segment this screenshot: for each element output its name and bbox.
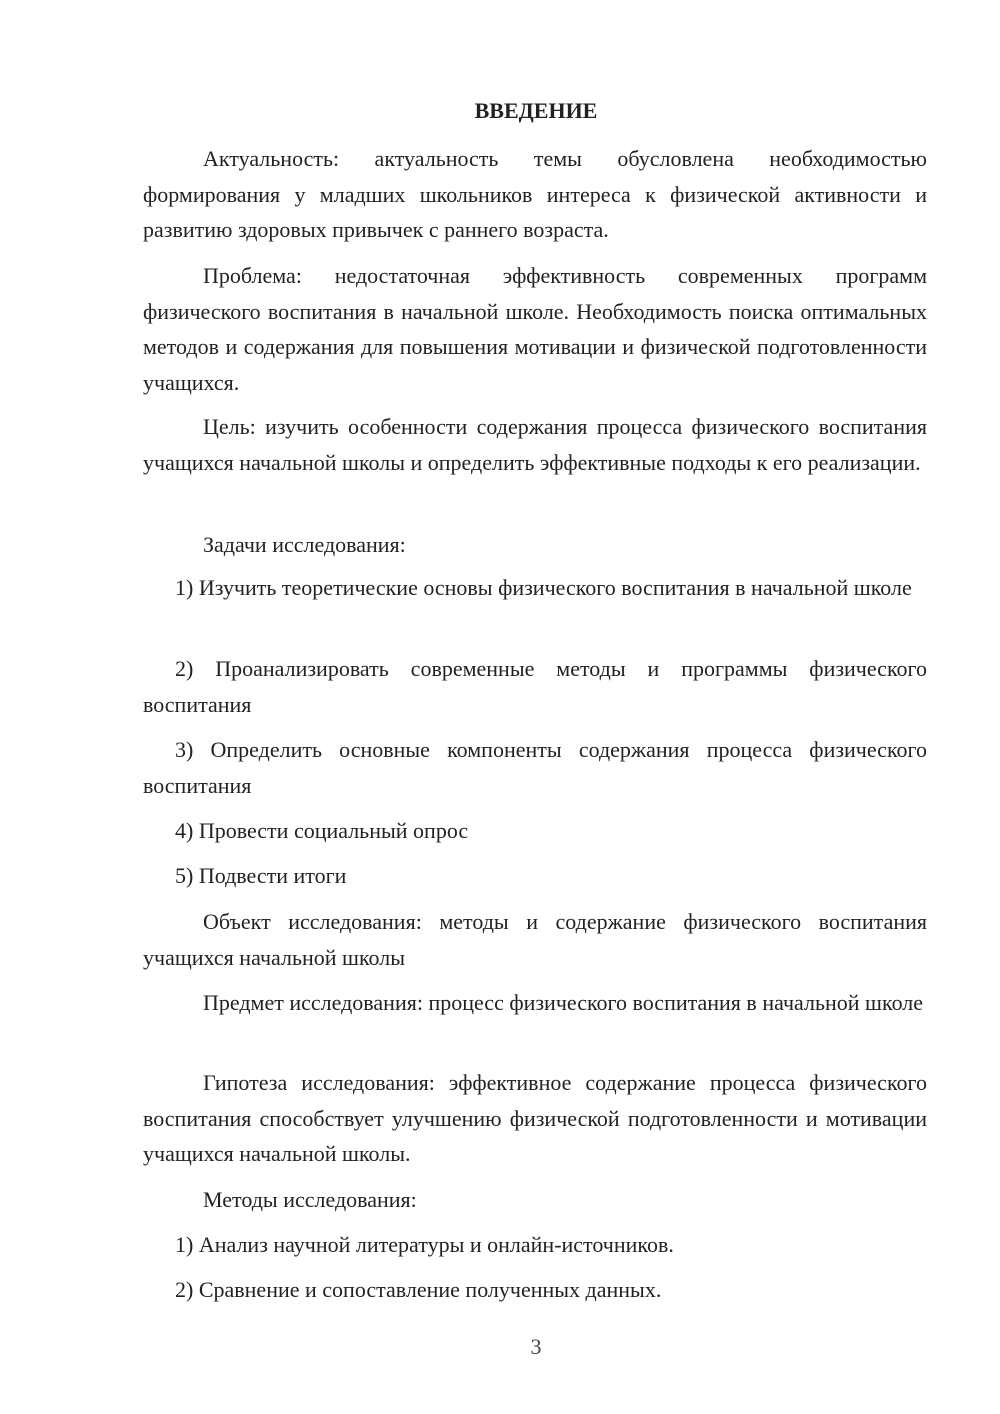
task-item-2: 2) Проанализировать современные методы и программы физического воспитания: [143, 656, 927, 717]
paragraph-problem: Проблема: недостаточная эффективность современных программ физического воспитания в начальной школе. Необходимость поиска оптимальных методов и содержания для повышения мотивации и физической подготовленности учащихся.: [143, 263, 927, 395]
task-item-3: 3) Определить основные компоненты содержания процесса физического воспитания: [143, 737, 927, 798]
paragraph-object: Объект исследования: методы и содержание физического воспитания учащихся начальной школы: [143, 909, 927, 970]
page-number: 3: [530, 1334, 542, 1359]
paragraph-subject: Предмет исследования: процесс физического воспитания в начальной школе: [203, 990, 924, 1015]
paragraph-hypothesis: Гипотеза исследования: эффективное содержание процесса физического воспитания способствует улучшению физической подготовленности и мотивации учащихся начальной школы.: [143, 1070, 927, 1166]
method-item-2: 2) Сравнение и сопоставление полученных данных.: [175, 1277, 662, 1302]
task-item-4: 4) Провести социальный опрос: [175, 818, 469, 843]
paragraph-relevance: Актуальность: актуальность темы обусловлена необходимостью формирования у младших школьников интереса к физической активности и развитию здоровых привычек с раннего возраста.: [143, 146, 927, 242]
section-title: ВВЕДЕНИЕ: [474, 98, 598, 123]
task-item-1: 1) Изучить теоретические основы физического воспитания в начальной школе: [175, 575, 912, 600]
paragraph-goal: Цель: изучить особенности содержания процесса физического воспитания учащихся начальной школы и определить эффективные подходы к его реализации.: [143, 414, 927, 475]
method-item-1: 1) Анализ научной литературы и онлайн-источников.: [175, 1232, 674, 1257]
task-item-5: 5) Подвести итоги: [175, 863, 347, 888]
paragraph-methods-heading: Методы исследования:: [203, 1187, 417, 1212]
paragraph-tasks-heading: Задачи исследования:: [203, 532, 406, 557]
